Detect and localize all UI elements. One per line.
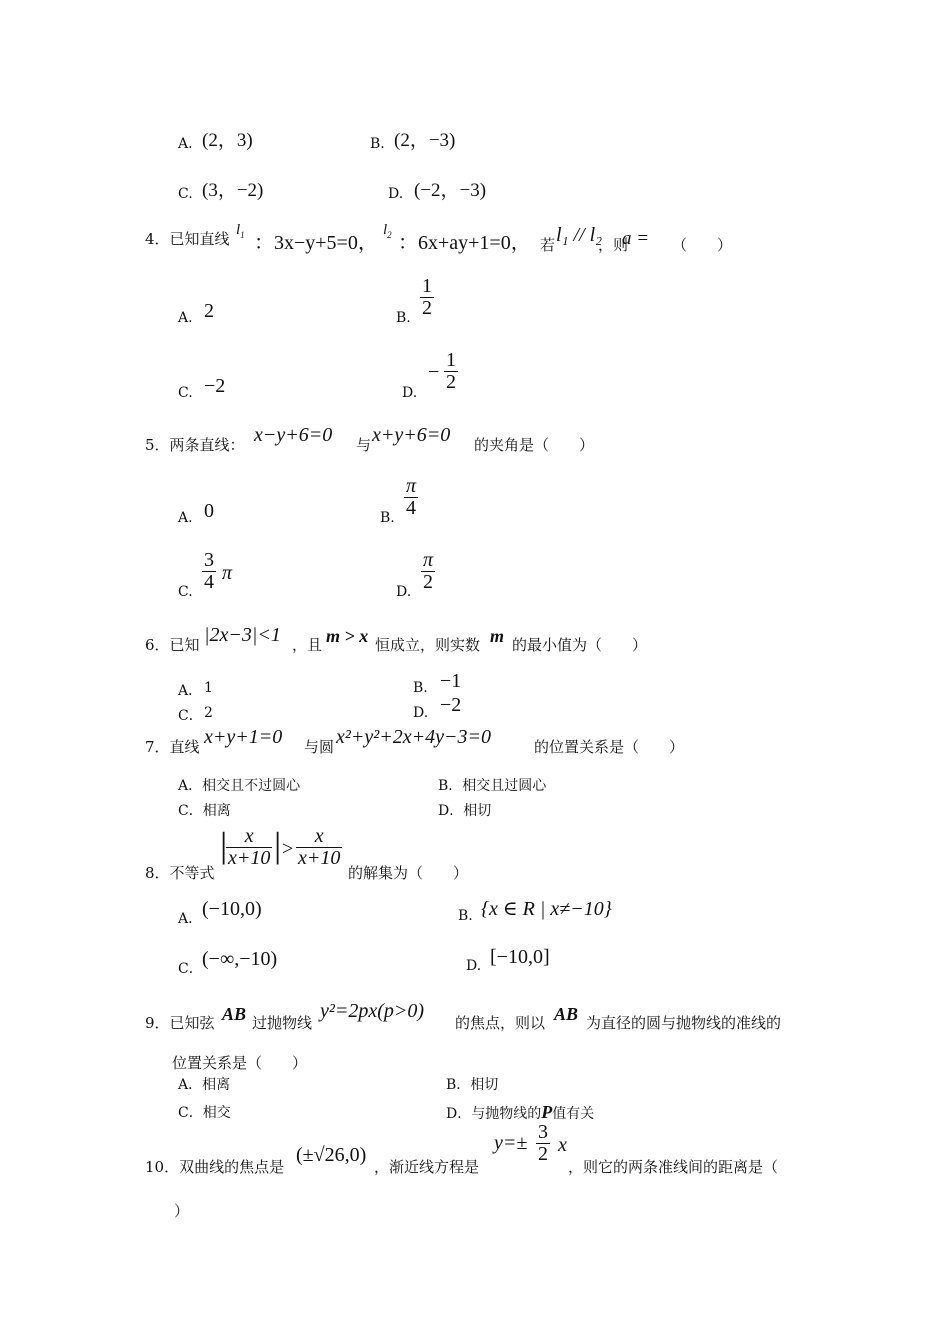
q9-option-d-variable: P	[541, 1102, 553, 1122]
q4-option-b-numerator: 1	[422, 275, 432, 297]
q9-option-d-suffix: 值有关	[552, 1106, 595, 1122]
q5-option-b-label: B.	[380, 510, 395, 526]
q4-variable: a =	[622, 228, 650, 249]
q9-option-b: B．相切	[446, 1077, 499, 1093]
q8-stem-suffix: 的解集为（ ）	[348, 864, 469, 882]
q3-option-a-label: A.	[178, 136, 193, 152]
q7-option-b: B．相交且过圆心	[438, 778, 547, 794]
q10-asymptote-fraction	[536, 1122, 550, 1165]
q4-option-d-fraction	[444, 350, 458, 393]
q5-equation-1: x−y+6=0	[254, 424, 333, 446]
q4-option-d-sign: −	[428, 361, 440, 383]
q4-l2-label	[383, 222, 392, 240]
q8-option-c-label: C．	[178, 961, 203, 977]
q4-option-d-numerator: 1	[446, 349, 456, 371]
q9-option-a: A．相离	[178, 1077, 231, 1093]
q7-stem-suffix: 的位置关系是（ ）	[534, 738, 685, 756]
q4-option-d-denominator: 2	[446, 371, 456, 393]
q9-parabola-equation: y²=2px(p>0)	[320, 1000, 425, 1022]
q4-option-a-label: A.	[178, 310, 193, 326]
q4-stem-prefix: 已知直线	[169, 230, 230, 248]
q10-asymptote-x: x	[558, 1134, 567, 1156]
q9-prefix-text: 已知弦	[169, 1014, 215, 1032]
q8-option-a-label: A．	[178, 911, 203, 927]
q10-focus: (±√26,0)	[296, 1144, 367, 1166]
q8-rhs-denominator: x+10	[298, 847, 341, 869]
q3-option-d-value: (−2，−3)	[414, 180, 487, 201]
q8-rhs-numerator: x	[296, 826, 342, 848]
q4-l1-equation: ：3x−y+5=0，	[254, 232, 378, 254]
q5-option-c-label: C.	[178, 584, 193, 600]
q5-option-d-label: D.	[396, 584, 412, 600]
q10-asymptote-denominator: 2	[538, 1143, 548, 1165]
q8-lhs-fraction	[226, 826, 272, 869]
q6-option-b-label: B.	[413, 680, 428, 696]
q4-option-d-label: D.	[402, 385, 418, 401]
q4-l2-equation: ：6x+ay+1=0，	[398, 232, 531, 254]
q5-option-c-denominator: 4	[204, 571, 214, 593]
q8-lhs-numerator: x	[226, 826, 272, 848]
q9-mid: 过抛物线	[252, 1014, 313, 1032]
q6-option-b-value: −1	[440, 670, 462, 692]
q4-option-b-fraction	[420, 276, 434, 319]
q8-option-d-label: D.	[466, 958, 482, 974]
q8-number: 8．	[145, 864, 170, 882]
q10-stem-suffix: ，则它的两条准线间的距离是（	[568, 1158, 779, 1176]
q4-if: 若	[540, 236, 556, 254]
q9-stem-suffix: 为直径的圆与抛物线的准线的	[586, 1014, 782, 1032]
q8-option-a-value: (−10,0)	[202, 898, 262, 920]
q6-number: 6．	[145, 636, 170, 654]
q6-mid: ，且	[292, 636, 323, 654]
q4-l2-letter: l	[383, 222, 388, 238]
q5-prefix-text: 两条直线：	[169, 436, 245, 454]
q8-option-b-value: {x ∈ R | x≠−10}	[481, 898, 612, 920]
q7-conjunction: 与圆	[304, 738, 335, 756]
q6-stem-prefix	[145, 634, 200, 655]
q10-asymptote-lhs: y=±	[494, 1132, 528, 1154]
q4-condition: l₁ // l₂	[556, 224, 603, 246]
q9-option-d-prefix: D．与抛物线的	[446, 1106, 542, 1122]
q6-option-d-value: −2	[440, 694, 462, 716]
q4-option-b-label: B.	[396, 310, 411, 326]
q5-number: 5．	[145, 436, 170, 454]
q5-equation-2: x+y+6=0	[372, 424, 451, 446]
q7-option-d: D．相切	[438, 803, 492, 819]
question-4	[145, 228, 230, 249]
q6-inequality: m > x	[326, 626, 369, 646]
q5-option-d-fraction	[421, 550, 435, 593]
q10-stem-prefix	[145, 1156, 284, 1177]
q7-option-a: A．相交且不过圆心	[178, 778, 301, 794]
q5-stem-prefix	[145, 434, 245, 455]
q10-mid: ，渐近线方程是	[374, 1158, 480, 1176]
q5-stem-suffix: 的夹角是（ ）	[474, 436, 595, 454]
q4-option-b-denominator: 2	[422, 297, 432, 319]
q3-option-c-value: (3，−2)	[202, 180, 264, 201]
q3-option-a-value: (2，3)	[202, 130, 253, 151]
q3-option-b-value: (2，−3)	[394, 130, 456, 151]
q3-option-d-label: D.	[388, 186, 404, 202]
q8-option-b-label: B.	[458, 908, 473, 924]
q9-chord: AB	[222, 1004, 247, 1024]
q4-number: 4．	[145, 230, 170, 248]
q4-option-c-label: C.	[178, 385, 193, 401]
q9-option-d	[446, 1102, 594, 1123]
q7-equation-1: x+y+1=0	[204, 726, 283, 748]
q7-equation-2: x²+y²+2x+4y−3=0	[336, 726, 491, 748]
q9-option-c: C．相交	[178, 1105, 231, 1121]
q5-option-b-numerator: π	[406, 475, 417, 497]
q4-then: ，则	[598, 236, 629, 254]
q10-asymptote-numerator: 3	[538, 1121, 548, 1143]
q8-stem-prefix	[145, 862, 215, 883]
q4-l1-label	[236, 222, 245, 240]
q5-option-b-fraction	[404, 476, 418, 519]
q6-option-c-value: 2	[204, 705, 213, 721]
q3-option-b-label: B.	[370, 136, 385, 152]
q8-rhs-fraction	[296, 826, 342, 869]
q6-variable: m	[490, 626, 505, 646]
q8-abs-right-bar: |	[274, 825, 282, 865]
q8-option-d-value: [−10,0]	[490, 946, 550, 968]
q4-l2-sub: 2	[387, 230, 392, 240]
q6-mid2: 恒成立，则实数	[375, 636, 481, 654]
q9-number: 9．	[145, 1014, 170, 1032]
q10-stem-line-2: ）	[174, 1202, 190, 1220]
q6-option-a-label: A．	[178, 683, 203, 699]
q5-conjunction: 与	[356, 436, 372, 454]
q6-stem-suffix: 的最小值为（ ）	[512, 636, 648, 654]
q8-prefix-text: 不等式	[169, 864, 215, 882]
q9-stem-prefix	[145, 1012, 215, 1033]
q5-option-c-pi: π	[222, 562, 233, 584]
q7-stem-prefix	[145, 736, 200, 757]
q4-l1-letter: l	[236, 222, 241, 238]
q5-option-a-value: 0	[204, 500, 214, 522]
q6-option-c-label: C．	[178, 708, 203, 724]
q7-option-c: C．相离	[178, 803, 231, 819]
q4-blank: （ ）	[672, 236, 733, 254]
q4-option-c-value: −2	[204, 375, 226, 397]
q5-option-c-fraction	[202, 550, 216, 593]
q9-chord-2: AB	[554, 1004, 579, 1024]
q9-mid2: 的焦点，则以	[455, 1014, 546, 1032]
q3-option-c-label: C.	[178, 186, 193, 202]
q5-option-c-numerator: 3	[204, 549, 214, 571]
q8-option-c-value: (−∞,−10)	[202, 948, 278, 970]
q5-option-b-denominator: 4	[406, 497, 417, 519]
q6-option-a-value: 1	[204, 680, 213, 696]
q6-option-d-label: D.	[413, 705, 429, 721]
q8-greater-than: >	[282, 838, 294, 860]
q10-number: 10．	[145, 1158, 180, 1176]
q5-option-d-numerator: π	[423, 549, 434, 571]
q6-prefix-text: 已知	[169, 636, 200, 654]
q4-option-a-value: 2	[204, 300, 214, 322]
q4-l1-sub: 1	[240, 230, 245, 240]
q8-lhs-denominator: x+10	[228, 847, 271, 869]
q9-stem-line-2: 位置关系是（ ）	[172, 1054, 308, 1072]
q7-number: 7．	[145, 738, 170, 756]
q7-prefix-text: 直线	[169, 738, 200, 756]
q5-option-d-denominator: 2	[423, 571, 434, 593]
q6-condition: |2x−3|<1	[204, 624, 281, 646]
q10-prefix-text: 双曲线的焦点是	[179, 1158, 285, 1176]
q8-abs-left-bar: |	[220, 825, 228, 865]
q5-option-a-label: A.	[178, 510, 193, 526]
